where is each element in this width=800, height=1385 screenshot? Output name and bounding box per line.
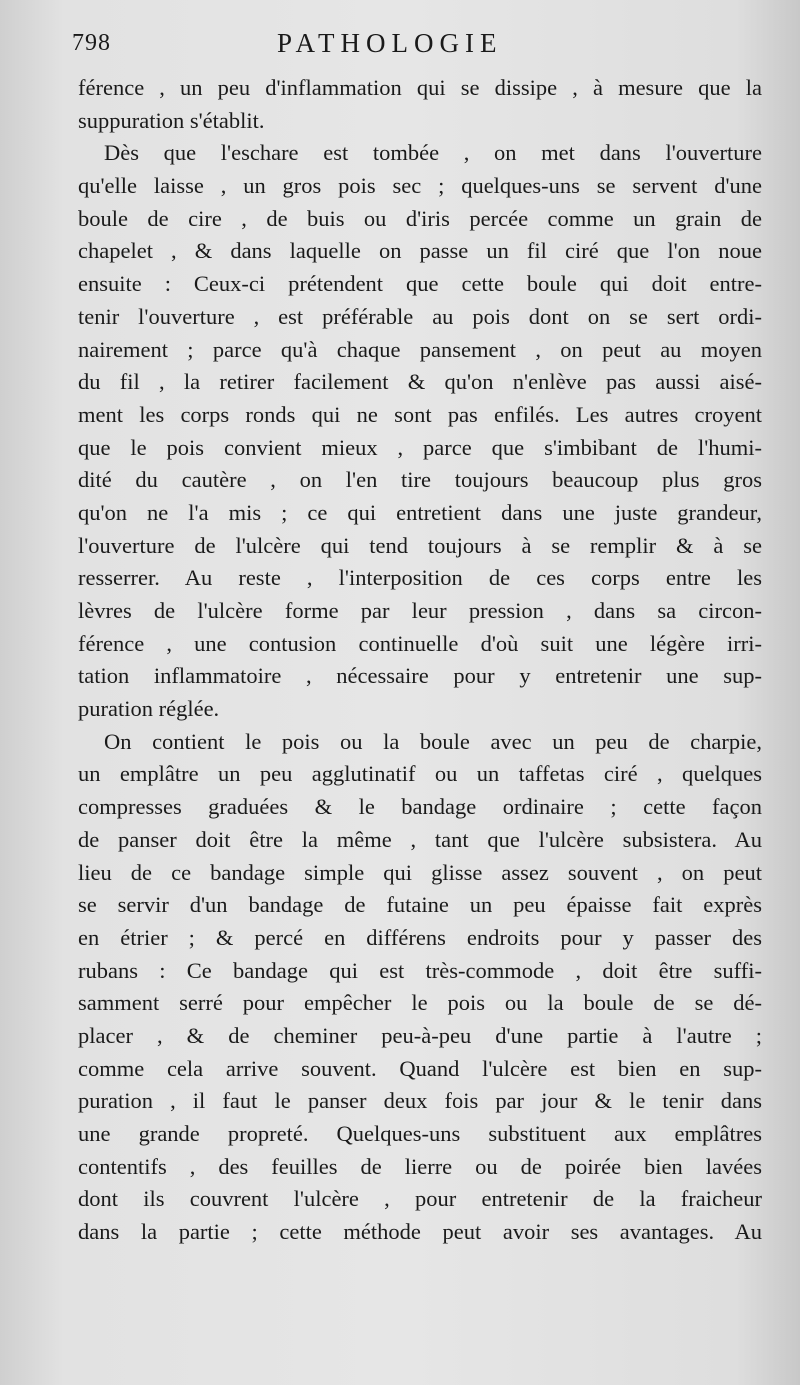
text-line: férence , une contusion continuelle d'où suit une légère irri-: [78, 630, 762, 656]
text-line: samment serré pour empêcher le pois ou la boule de se dé-: [78, 990, 762, 1016]
text-line: rubans : Ce bandage qui est très-commode , doit être suffi-: [78, 957, 762, 983]
text-line: férence , un peu d'inflammation qui se dissipe , à mesure que la: [78, 75, 762, 100]
text-line: un emplâtre un peu agglutinatif ou un taffetas ciré , quelques: [78, 761, 762, 787]
text-line: qu'elle laisse , un gros pois sec ; quelques-uns se servent d'une: [78, 173, 762, 199]
text-line: tenir l'ouverture , est préférable au pois dont on se sert ordi-: [78, 303, 762, 329]
text-line: dans la partie ; cette méthode peut avoir ses avantages. Au: [78, 1219, 762, 1245]
text-line: l'ouverture de l'ulcère qui tend toujours à se remplir & à se: [78, 532, 762, 558]
text-line: puration réglée.: [78, 696, 220, 722]
running-title: PATHOLOGIE: [277, 28, 503, 58]
text-line: ment les corps ronds qui ne sont pas enfilés. Les autres croyent: [78, 401, 762, 427]
text-line: lèvres de l'ulcère forme par leur pression , dans sa circon-: [78, 598, 762, 623]
text-line: nairement ; parce qu'à chaque pansement , on peut au moyen: [78, 336, 762, 362]
text-line: une grande propreté. Quelques-uns substituent aux emplâtres: [78, 1121, 762, 1146]
text-line: qu'on ne l'a mis ; ce qui entretient dans une juste grandeur,: [78, 499, 762, 525]
text-line: contentifs , des feuilles de lierre ou de poirée bien lavées: [78, 1153, 762, 1179]
body-text: [78, 72, 762, 1249]
text-line: compresses graduées & le bandage ordinaire ; cette façon: [78, 794, 762, 820]
page-header: [72, 26, 762, 66]
text-line: Dès que l'eschare est tombée , on met dans l'ouverture: [104, 140, 762, 166]
text-line: dont ils couvrent l'ulcère , pour entretenir de la fraicheur: [78, 1186, 762, 1212]
text-line: placer , & de cheminer peu-à-peu d'une partie à l'autre ;: [78, 1022, 762, 1048]
text-line: de panser doit être la même , tant que l'ulcère subsistera. Au: [78, 826, 762, 852]
text-line: dité du cautère , on l'en tire toujours beaucoup plus gros: [78, 467, 762, 493]
text-line: On contient le pois ou la boule avec un peu de charpie,: [104, 728, 762, 754]
text-line: se servir d'un bandage de futaine un peu épaisse fait exprès: [78, 892, 762, 918]
text-line: puration , il faut le panser deux fois par jour & le tenir dans: [78, 1088, 762, 1114]
text-line: boule de cire , de buis ou d'iris percée comme un grain de: [78, 205, 762, 231]
text-line: chapelet , & dans laquelle on passe un fil ciré que l'on noue: [78, 238, 762, 264]
text-line: suppuration s'établit.: [78, 107, 265, 133]
text-line: du fil , la retirer facilement & qu'on n'enlève pas aussi aisé-: [78, 369, 762, 395]
text-line: comme cela arrive souvent. Quand l'ulcère est bien en sup-: [78, 1055, 762, 1081]
text-line: lieu de ce bandage simple qui glisse assez souvent , on peut: [78, 859, 762, 885]
text-line: ensuite : Ceux-ci prétendent que cette boule qui doit entre-: [78, 271, 762, 297]
page-number: 798: [72, 30, 111, 56]
text-line: que le pois convient mieux , parce que s'imbibant de l'humi-: [78, 434, 762, 460]
text-line: en étrier ; & percé en différens endroits pour y passer des: [78, 924, 762, 950]
text-line: tation inflammatoire , nécessaire pour y entretenir une sup-: [78, 663, 762, 689]
text-line: resserrer. Au reste , l'interposition de ces corps entre les: [78, 565, 762, 591]
